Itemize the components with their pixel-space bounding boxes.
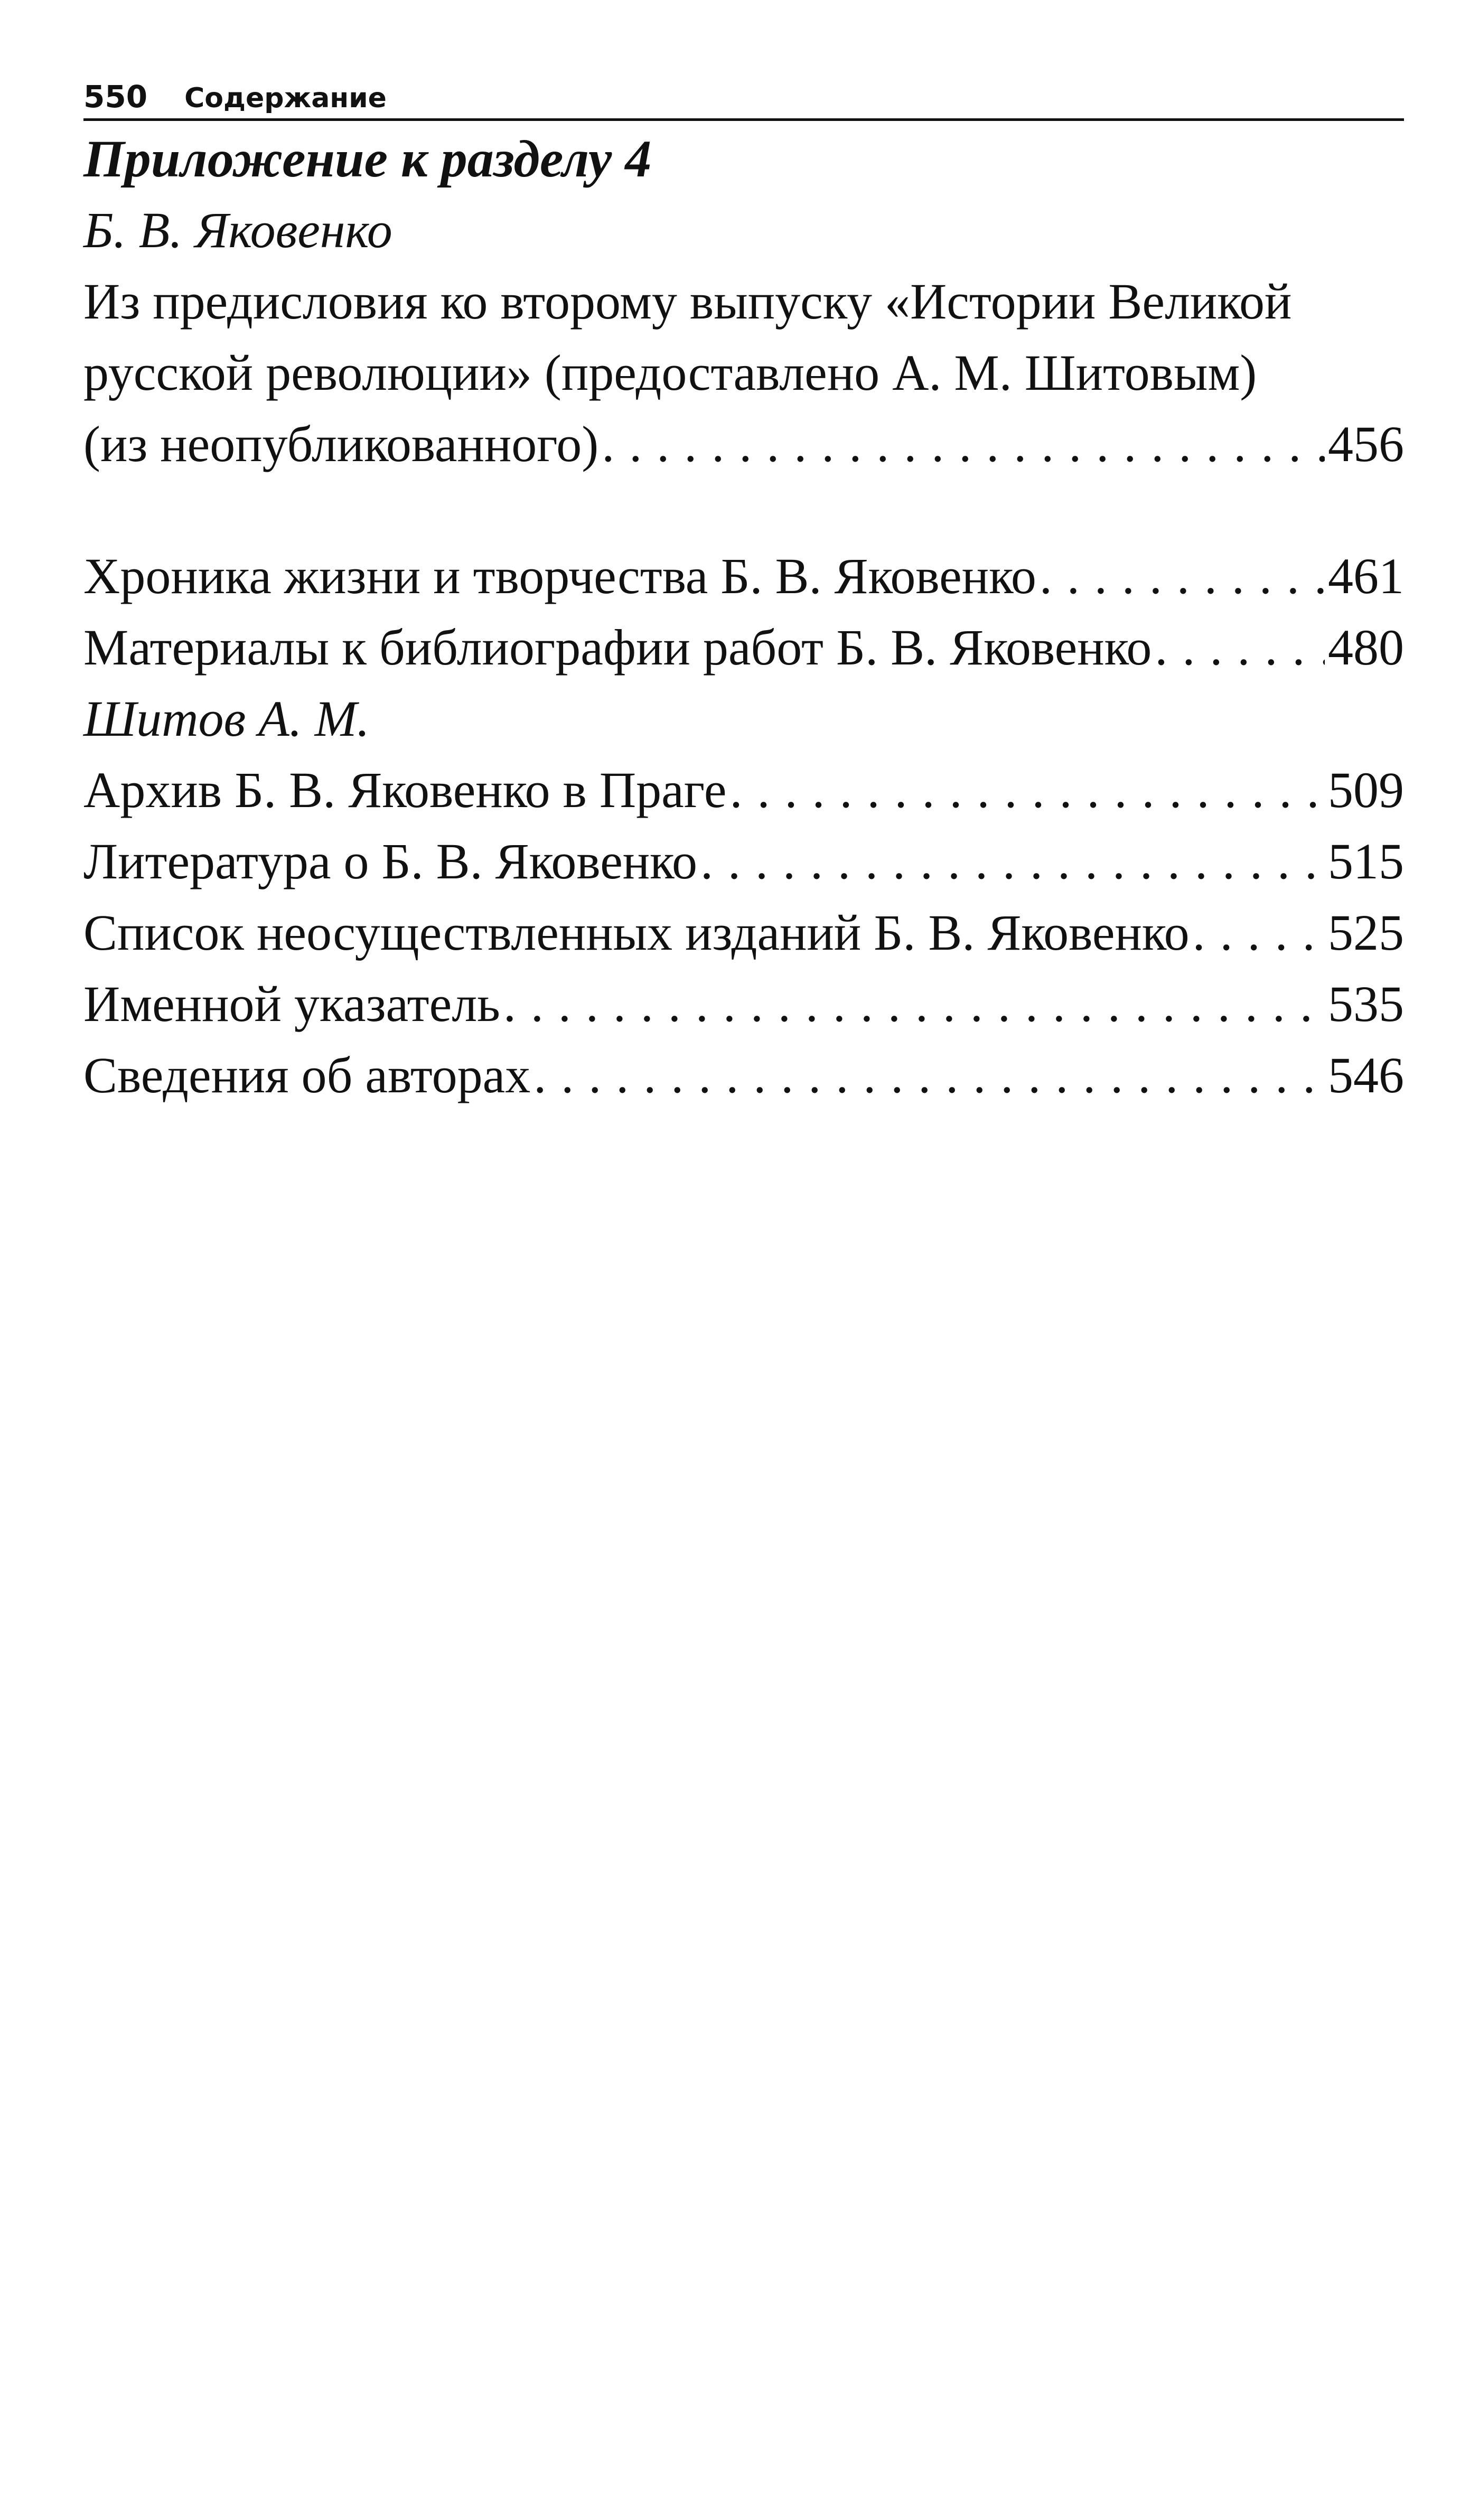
toc-entry-page: 509 [1328, 762, 1404, 818]
toc-entry-page: 515 [1328, 833, 1404, 889]
toc-entry-page: 546 [1328, 1047, 1404, 1103]
toc-entry-page: 525 [1328, 904, 1404, 961]
toc-entry[interactable] [83, 968, 1404, 1039]
dot-leader [533, 1039, 1325, 1111]
toc-entry[interactable] [83, 612, 1404, 683]
toc-entry-title: Именной указатель [83, 976, 500, 1032]
toc-entry-title: Список неосуществленных изданий Б. В. Яковенко [83, 904, 1190, 961]
toc-entry-title: Материалы к библиографии работ Б. В. Яковенко [83, 619, 1152, 676]
running-head [83, 63, 1404, 121]
dot-leader [1193, 897, 1325, 968]
toc-entry-title: (из неопубликованного) [83, 416, 599, 472]
dot-leader [602, 408, 1325, 480]
dot-leader [503, 968, 1325, 1039]
appendix-author: Б. В. Яковенко [83, 202, 392, 258]
toc-entry[interactable] [83, 897, 1404, 968]
dot-leader [1040, 540, 1325, 612]
toc-entry-page: 461 [1328, 548, 1404, 604]
dot-leader [700, 826, 1325, 897]
toc-entry[interactable] [83, 1039, 1404, 1111]
section-gap [83, 480, 1404, 540]
toc-entry-page: 480 [1328, 619, 1404, 676]
dot-leader [1155, 612, 1325, 683]
toc-entry[interactable] [83, 754, 1404, 826]
toc-entry[interactable] [83, 826, 1404, 897]
toc-entry-title: Архив Б. В. Яковенко в Праге [83, 762, 727, 818]
toc-entry-title: Литература о Б. В. Яковенко [83, 833, 697, 889]
toc-entry-appendix[interactable] [83, 408, 1404, 480]
appendix-entry-line: русской революции» (предоставлено А. М. Шитовым) [83, 344, 1257, 401]
running-head-title: Содержание [184, 82, 387, 114]
toc-page [83, 63, 1404, 1111]
toc-entry-page: 535 [1328, 976, 1404, 1032]
toc-entry-title: Сведения об авторах [83, 1047, 531, 1103]
appendix-heading: Приложение к разделу 4 [83, 129, 652, 188]
dot-leader [729, 754, 1325, 826]
toc-entry-title: Хроника жизни и творчества Б. В. Яковенко [83, 548, 1036, 604]
toc-content [83, 123, 1404, 1111]
page-number: 550 [83, 79, 148, 115]
group-author: Шитов А. М. [83, 690, 370, 747]
toc-entry-page: 456 [1328, 416, 1404, 472]
toc-entry[interactable] [83, 540, 1404, 612]
appendix-entry-line: Из предисловия ко второму выпуску «Истории Великой [83, 273, 1292, 330]
